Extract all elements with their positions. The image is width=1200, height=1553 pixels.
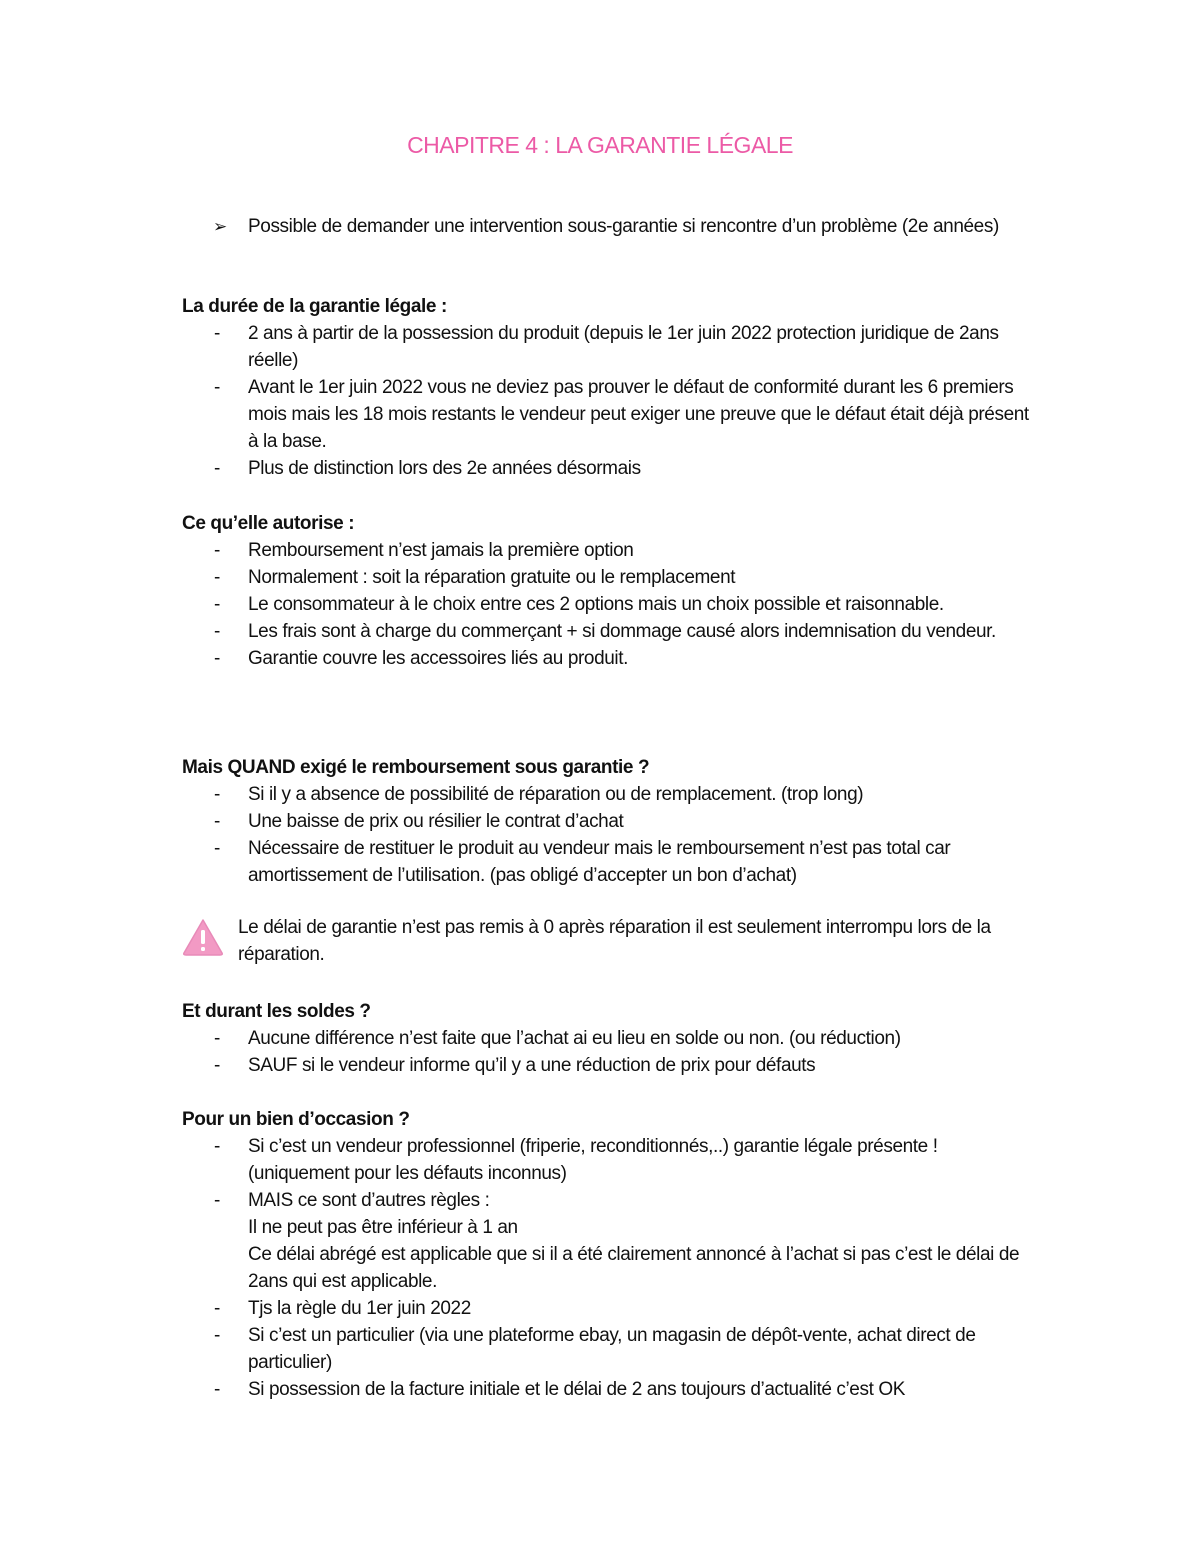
list-item-text: Le consommateur à le choix entre ces 2 options mais un choix possible et raisonnable. <box>248 594 944 615</box>
list-item <box>182 1025 1032 1052</box>
list-item-subline: Ce délai abrégé est applicable que si il a été clairement annoncé à l’achat si pas c’est le délai de 2ans qui est applicable. <box>248 1244 1020 1292</box>
list-item-text: SAUF si le vendeur informe qu’il y a une réduction de prix pour défauts <box>248 1055 816 1076</box>
list-item <box>182 1376 1032 1403</box>
dash-bullet: - <box>214 1055 220 1076</box>
list-item-text: Tjs la règle du 1er juin 2022 <box>248 1298 471 1319</box>
dash-bullet: - <box>214 1136 220 1157</box>
list-item-text: Si c’est un particulier (via une plateforme ebay, un magasin de dépôt-vente, achat direct de particulier) <box>248 1325 976 1373</box>
list-item-text: Les frais sont à charge du commerçant + si dommage causé alors indemnisation du vendeur. <box>248 621 996 642</box>
list-item-text: Avant le 1er juin 2022 vous ne deviez pas prouver le défaut de conformité durant les 6 premiers mois mais les 18 mois restants le vendeur peut exiger une preuve que le défaut était déjà présent à la base. <box>248 377 1029 452</box>
warning-note <box>182 914 1032 968</box>
list-item-text: Nécessaire de restituer le produit au vendeur mais le remboursement n’est pas total car amortissement de l’utilisation. (pas obligé d’accepter un bon d’achat) <box>248 838 951 886</box>
list-item <box>182 1322 1032 1376</box>
dash-bullet: - <box>214 567 220 588</box>
dash-bullet: - <box>214 838 220 859</box>
list-item <box>182 1187 1032 1295</box>
dash-bullet: - <box>214 1190 220 1211</box>
list-item-text: Si c’est un vendeur professionnel (friperie, reconditionnés,..) garantie légale présente ! (uniquement pour les défauts inconnus) <box>248 1136 938 1184</box>
dash-bullet: - <box>214 323 220 344</box>
list-item <box>182 455 1032 482</box>
list-item <box>182 645 1032 672</box>
list-item-subline: Il ne peut pas être inférieur à 1 an <box>248 1217 518 1238</box>
section-heading: La durée de la garantie légale : <box>182 296 447 317</box>
dash-bullet: - <box>214 1325 220 1346</box>
dash-bullet: - <box>214 648 220 669</box>
list-item-text: MAIS ce sont d’autres règles : <box>248 1190 490 1211</box>
section-heading: Ce qu’elle autorise : <box>182 513 355 534</box>
warning-triangle-icon <box>182 918 224 956</box>
list-item-text: 2 ans à partir de la possession du produit (depuis le 1er juin 2022 protection juridique de 2ans réelle) <box>248 323 999 371</box>
dash-bullet: - <box>214 540 220 561</box>
list-item-text: Aucune différence n’est faite que l’achat ai eu lieu en solde ou non. (ou réduction) <box>248 1028 901 1049</box>
list-item <box>182 1295 1032 1322</box>
section-heading: Et durant les soldes ? <box>182 1001 371 1022</box>
dash-bullet: - <box>214 1379 220 1400</box>
section-heading: Pour un bien d’occasion ? <box>182 1109 410 1130</box>
section-occasion <box>182 1106 1032 1403</box>
list-item <box>182 537 1032 564</box>
list-item-text: Plus de distinction lors des 2e années désormais <box>248 458 641 479</box>
list-item <box>182 1052 1032 1079</box>
list-item <box>182 320 1032 374</box>
list-item-text: Normalement : soit la réparation gratuite ou le remplacement <box>248 567 736 588</box>
warning-text: Le délai de garantie n’est pas remis à 0 après réparation il est seulement interrompu lors de la réparation. <box>238 917 991 965</box>
section-autorise <box>182 510 1032 672</box>
list-item-text: Si il y a absence de possibilité de réparation ou de remplacement. (trop long) <box>248 784 864 805</box>
dash-bullet: - <box>214 621 220 642</box>
list-item <box>182 374 1032 455</box>
list-item <box>182 564 1032 591</box>
dash-bullet: - <box>214 1028 220 1049</box>
list-item-text: Si possession de la facture initiale et le délai de 2 ans toujours d’actualité c’est OK <box>248 1379 905 1400</box>
intro-bullet <box>213 213 1033 240</box>
list-item <box>182 1133 1032 1187</box>
section-soldes <box>182 998 1032 1079</box>
list-item-text: Remboursement n’est jamais la première option <box>248 540 634 561</box>
list-item <box>182 591 1032 618</box>
list-item-text: Garantie couvre les accessoires liés au produit. <box>248 648 628 669</box>
dash-bullet: - <box>214 458 220 479</box>
dash-bullet: - <box>214 811 220 832</box>
intro-text: Possible de demander une intervention sous-garantie si rencontre d’un problème (2e années) <box>248 216 999 237</box>
list-item <box>182 835 1032 889</box>
list-item-text: Une baisse de prix ou résilier le contrat d’achat <box>248 811 624 832</box>
arrow-bullet-icon: ➢ <box>213 217 227 236</box>
dash-bullet: - <box>214 377 220 398</box>
dash-bullet: - <box>214 1298 220 1319</box>
section-duree <box>182 293 1032 482</box>
list-item <box>182 618 1032 645</box>
list-item <box>182 781 1032 808</box>
list-item <box>182 808 1032 835</box>
section-heading: Mais QUAND exigé le remboursement sous garantie ? <box>182 757 650 778</box>
dash-bullet: - <box>214 784 220 805</box>
section-remboursement <box>182 754 1032 889</box>
dash-bullet: - <box>214 594 220 615</box>
page-title: CHAPITRE 4 : LA GARANTIE LÉGALE <box>407 132 793 158</box>
